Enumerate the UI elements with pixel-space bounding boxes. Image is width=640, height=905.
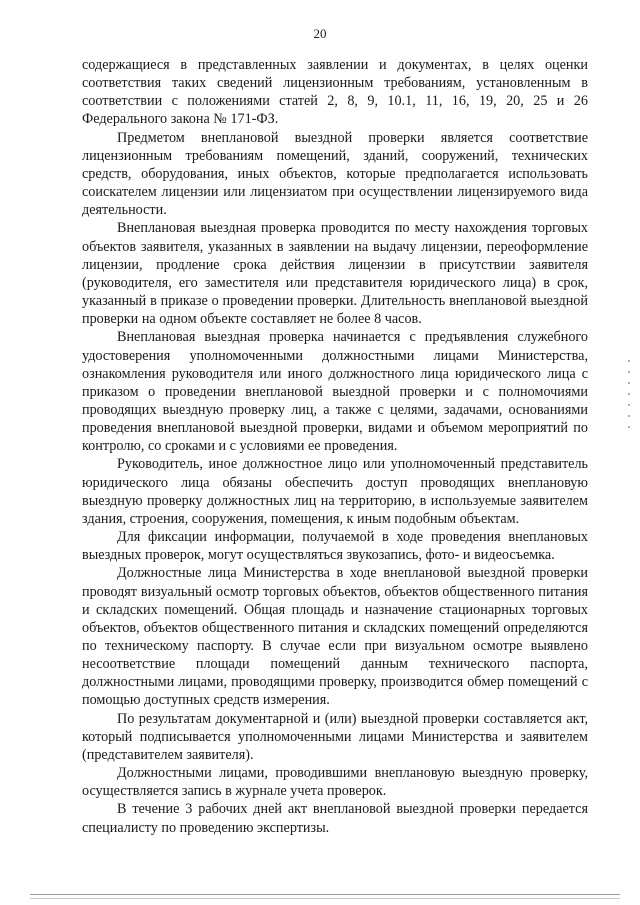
paragraph-3: Внеплановая выездная проверка проводится по месту нахождения торговых объектов заявителя, указанных в заявлении на выдачу лицензии, переоформление лицензии, продление срока действия лицензии в присутствии заявителя (руководителя, его заместителя или представителя юридического лица) в срок, указанный в приказе о проведении проверки. Длительность внеплановой выездной проверки на одном объекте составляет не более 8 часов. xyxy=(82,220,588,328)
paragraph-7: Должностные лица Министерства в ходе внеплановой выездной проверки проводят визуальный осмотр торговых объектов, объектов общественного питания и складских помещений. Общая площадь и назначение стационарных торговых объектов, объектов общественного питания и складских помещений определяются по техническому паспорту. В случае если при визуальном осмотре выявлено несоответствие площади помещений данным технического паспорта, должностными лицами, проводящими проверку, производится обмер помещений с помощью доступных средств измерения. xyxy=(82,565,588,709)
paragraph-2: Предметом внеплановой выездной проверки является соответствие лицензионным требованиям помещений, зданий, сооружений, технических средств, оборудования, иных объектов, которые предполагается использовать соискателем лицензии или лицензиатом при осуществлении лицензируемого вида деятельности. xyxy=(82,129,588,219)
paragraph-9: Должностными лицами, проводившими внеплановую выездную проверку, осуществляется запись в журнале учета проверок. xyxy=(82,765,588,800)
scan-edge-marks xyxy=(628,360,630,440)
paragraph-8: По результатам документарной и (или) выездной проверки составляется акт, который подписывается уполномоченными лицами Министерства и заявителем (представителем заявителя). xyxy=(82,710,588,763)
paragraph-5: Руководитель, иное должностное лицо или уполномоченный представитель юридического лица обязаны обеспечить доступ проводящих внеплановую выездную проверку должностных лиц на территорию, в используемые заявителем здания, строения, сооружения, помещения, к иным подобным объектам. xyxy=(82,456,588,527)
scan-bottom-edge xyxy=(30,894,620,895)
document-body xyxy=(82,56,588,837)
paragraph-1: содержащиеся в представленных заявлении и документах, в целях оценки соответствия таких сведений лицензионным требованиям, установленным в соответствии с положениями статей 2, 8, 9, 10.1, 11, 16, 19, 20, 25 и 26 Федерального закона № 171-ФЗ. xyxy=(82,57,588,128)
paragraph-6: Для фиксации информации, получаемой в ходе проведения внеплановых выездных проверок, могут осуществляться звукозапись, фото- и видеосъемка. xyxy=(82,529,588,564)
paragraph-4: Внеплановая выездная проверка начинается с предъявления служебного удостоверения уполномоченными должностными лицами Министерства, ознакомления руководителя или иного должностного лица юридического лица с приказом о проведении внеплановой выездной проверки и с полномочиями проводящих выездную проверку лиц, а также с целями, задачами, основаниями проведения внеплановой выездной проверки, видами и объемом мероприятий по контролю, со сроками и с условиями ее проведения. xyxy=(82,329,588,455)
scan-bottom-edge-thin xyxy=(30,898,620,899)
page-number: 20 xyxy=(313,26,327,41)
paragraph-10: В течение 3 рабочих дней акт внеплановой выездной проверки передается специалисту по проведению экспертизы. xyxy=(82,801,588,836)
